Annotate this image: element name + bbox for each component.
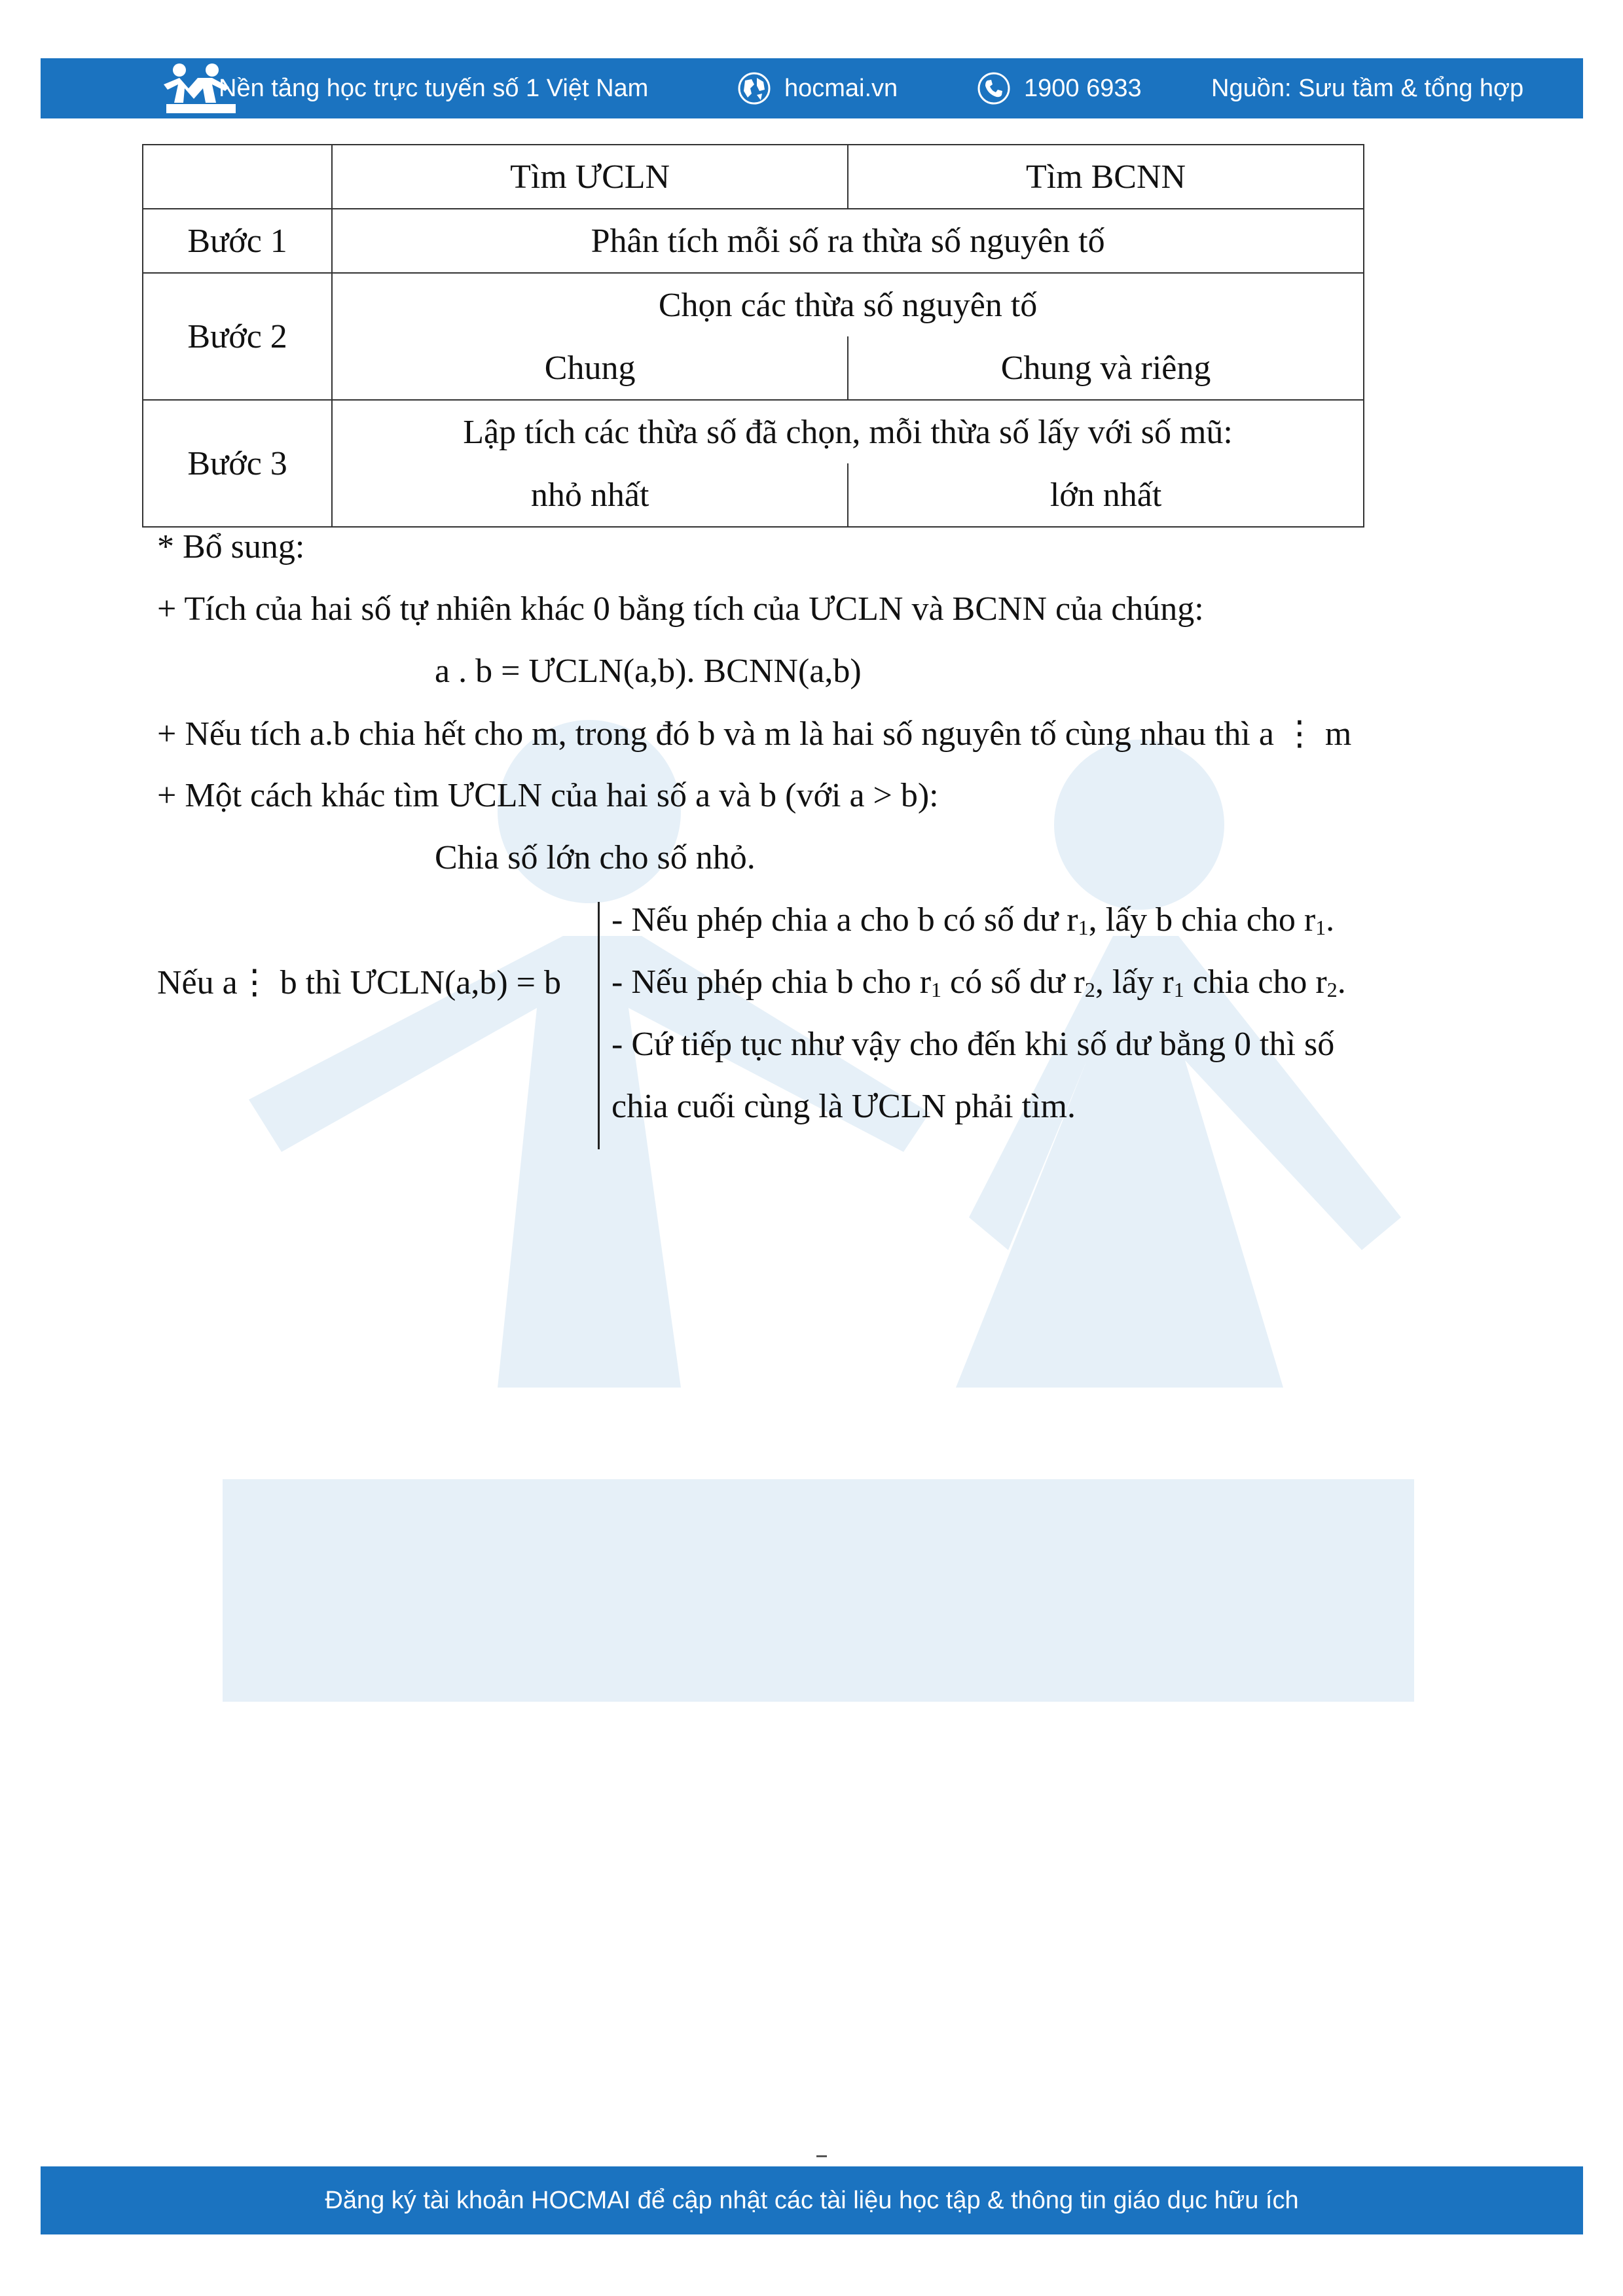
euclid-step-3b: chia cuối cùng là ƯCLN phải tìm.	[611, 1088, 1076, 1125]
step-3-gcd: nhỏ nhất	[530, 476, 649, 514]
phone-text: 1900 6933	[1024, 74, 1142, 102]
note-formula: a . b = ƯCLN(a,b). BCNN(a,b)	[435, 653, 862, 690]
header-bar	[41, 58, 1583, 118]
step-3-text: Lập tích các thừa số đã chọn, mỗi thừa số lấy với số mũ:	[463, 413, 1233, 451]
step-2-gcd: Chung	[544, 349, 636, 387]
col-header-lcm: Tìm BCNN	[848, 145, 1364, 209]
step-3-label: Bước 3	[143, 400, 332, 527]
step-3-lcm: lớn nhất	[847, 463, 1363, 526]
phone-icon	[977, 71, 1011, 105]
note-euclid-sub: Chia số lớn cho số nhỏ.	[435, 839, 756, 876]
footer-bar[interactable]	[41, 2166, 1583, 2234]
header-phone[interactable]	[977, 58, 1142, 118]
step-3-cell	[332, 400, 1364, 527]
website-text: hocmai.vn	[784, 74, 898, 102]
page-mark	[816, 2155, 827, 2157]
note-divisibility: + Nếu tích a.b chia hết cho m, trong đó b và m là hai số nguyên tố cùng nhau thì a ⋮ m	[157, 715, 1352, 753]
globe-icon	[737, 71, 771, 105]
hocmai-watermark	[223, 720, 1414, 1734]
step-2-lcm: Chung và riêng	[847, 336, 1363, 399]
brace-divider	[598, 902, 600, 1149]
header-slogan: Nền tảng học trực tuyến số 1 Việt Nam	[219, 74, 649, 102]
header-source: Nguồn: Sưu tầm & tổng hợp	[1211, 74, 1524, 102]
euclid-step-2: - Nếu phép chia b cho $r_1$ có số dư $r_2$, lấy $r_1$ chia cho $r_2$.	[611, 963, 1346, 1001]
table-corner-cell	[143, 145, 332, 209]
euclid-step-1: - Nếu phép chia a cho b có số dư $r_1$, lấy b chia cho $r_1$.	[611, 901, 1335, 939]
euclid-condition: Nếu a⋮ b thì ƯCLN(a,b) = b	[157, 964, 561, 1001]
note-euclid-intro: + Một cách khác tìm ƯCLN của hai số a và b (với a > b):	[157, 777, 939, 814]
note-product-rule: + Tích của hai số tự nhiên khác 0 bằng tích của ƯCLN và BCNN của chúng:	[157, 590, 1204, 628]
footer-text: Đăng ký tài khoản HOCMAI để cập nhật các tài liệu học tập & thông tin giáo dục hữu ích	[325, 2186, 1299, 2214]
step-2-cell	[332, 273, 1364, 400]
step-1-label: Bước 1	[143, 209, 332, 273]
col-header-gcd: Tìm ƯCLN	[332, 145, 848, 209]
step-2-label: Bước 2	[143, 273, 332, 400]
notes-heading: * Bổ sung:	[157, 528, 305, 565]
step-2-text: Chọn các thừa số nguyên tố	[658, 286, 1038, 324]
step-1-text: Phân tích mỗi số ra thừa số nguyên tố	[332, 209, 1364, 273]
watermark-figures-icon	[223, 720, 1414, 1734]
euclid-step-3a: - Cứ tiếp tục như vậy cho đến khi số dư bằng 0 thì số	[611, 1026, 1335, 1063]
gcd-lcm-table	[142, 144, 1364, 528]
header-website[interactable]	[737, 58, 898, 118]
